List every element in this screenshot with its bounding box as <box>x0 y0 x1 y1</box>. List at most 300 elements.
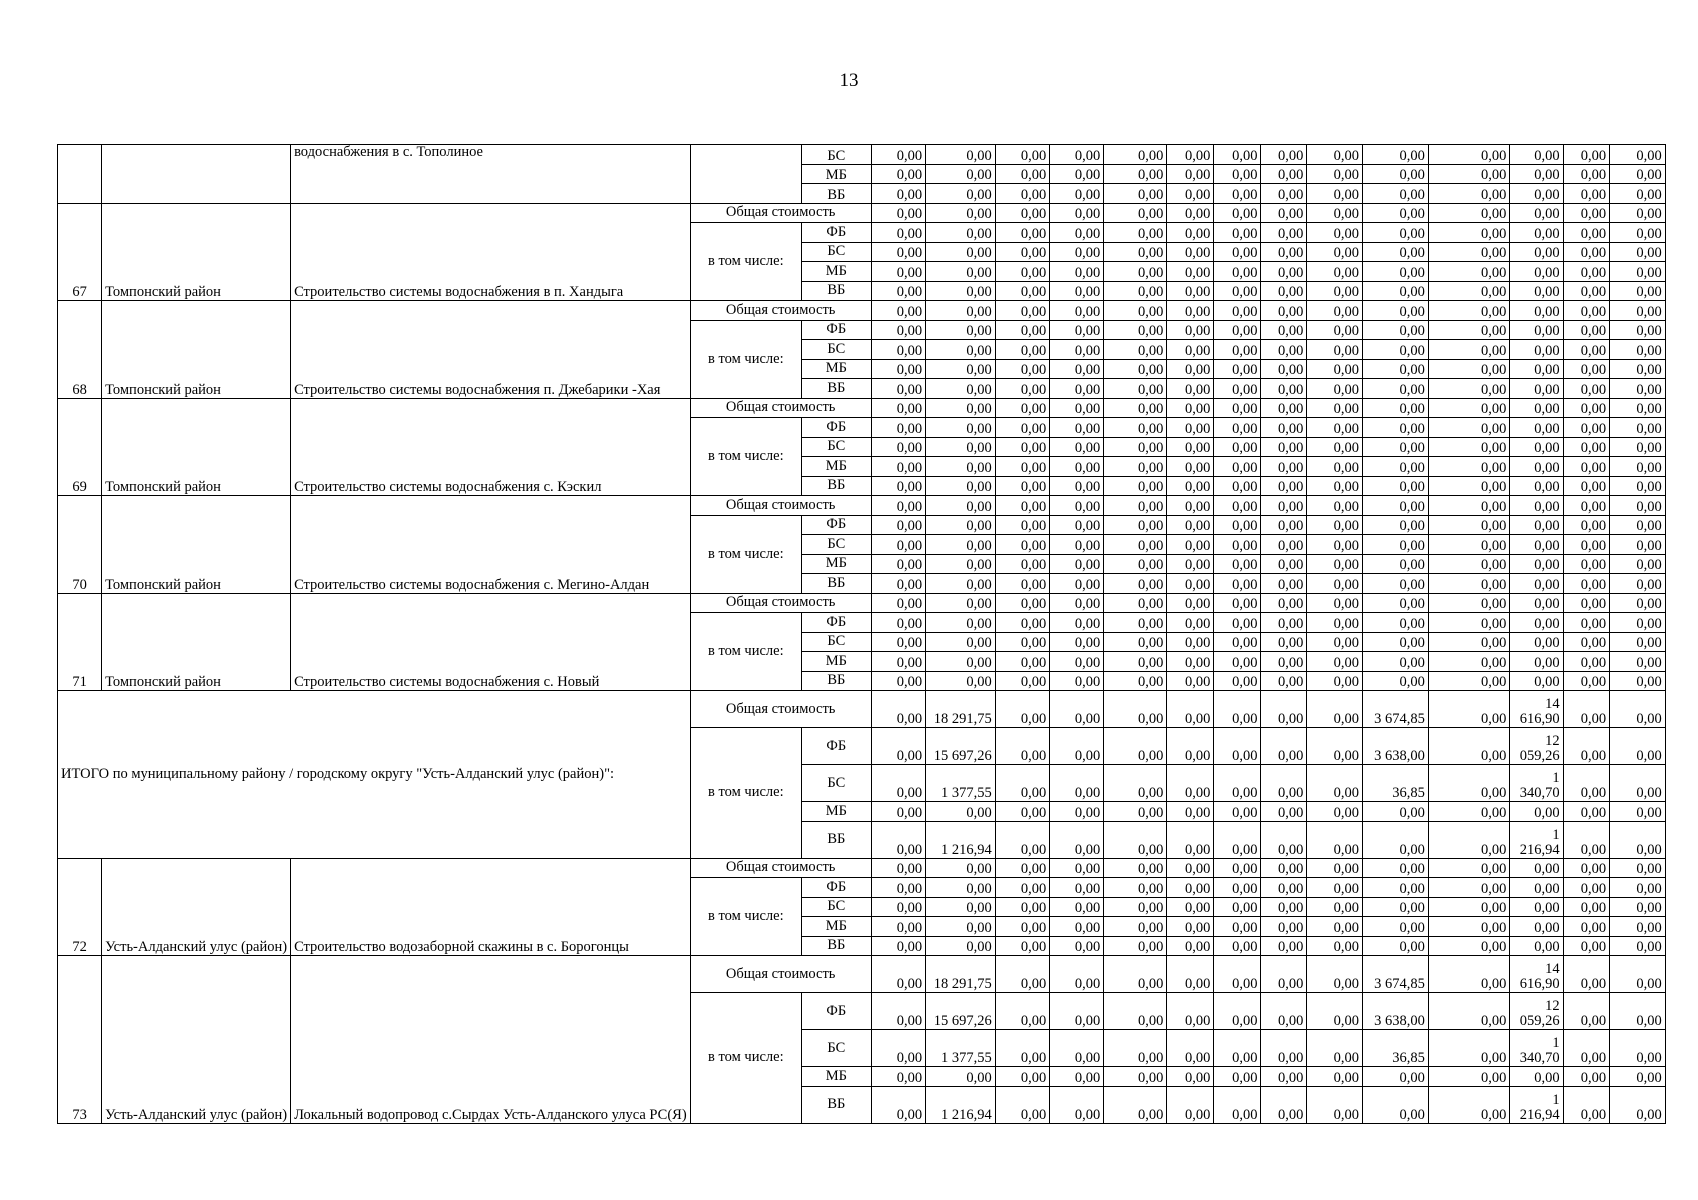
value-cell: 0,00 <box>926 632 996 652</box>
value-cell: 0,00 <box>1214 301 1261 321</box>
value-cell: 0,00 <box>926 437 996 457</box>
value-cell: 0,00 <box>1261 671 1307 691</box>
value-cell: 0,00 <box>995 359 1050 379</box>
district-cell: Усть-Алданский улус (район) <box>102 858 291 956</box>
value-cell: 0,00 <box>1050 223 1104 243</box>
value-cell: 0,00 <box>871 145 926 165</box>
fund-label: БС <box>802 535 872 555</box>
value-cell: 0,00 <box>1610 515 1666 535</box>
fund-label: МБ <box>802 652 872 672</box>
value-cell: 0,00 <box>1563 691 1609 728</box>
value-cell: 0,00 <box>1428 164 1509 184</box>
value-cell: 0,00 <box>1563 632 1609 652</box>
value-cell: 0,00 <box>1214 437 1261 457</box>
value-cell: 1 216,94 <box>1510 1086 1563 1123</box>
value-cell: 0,00 <box>1510 281 1563 301</box>
fund-label: БС <box>802 897 872 917</box>
value-cell: 0,00 <box>1050 897 1104 917</box>
value-cell: 0,00 <box>995 993 1050 1030</box>
value-cell: 0,00 <box>1050 418 1104 438</box>
value-cell: 0,00 <box>1610 359 1666 379</box>
value-cell: 0,00 <box>1214 1030 1261 1067</box>
fund-label: БС <box>802 340 872 360</box>
value-cell: 0,00 <box>1510 242 1563 262</box>
row-number-cell <box>58 145 102 204</box>
value-cell: 0,00 <box>1510 340 1563 360</box>
value-cell: 0,00 <box>1214 858 1261 878</box>
value-cell: 0,00 <box>1214 223 1261 243</box>
row-number-cell: 67 <box>58 203 102 301</box>
value-cell: 0,00 <box>1610 457 1666 477</box>
value-cell: 0,00 <box>1563 418 1609 438</box>
value-cell: 0,00 <box>1563 320 1609 340</box>
value-cell: 1 377,55 <box>926 765 996 802</box>
table-row <box>58 956 1698 993</box>
value-cell: 0,00 <box>995 917 1050 937</box>
value-cell: 0,00 <box>1261 203 1307 223</box>
value-cell: 0,00 <box>1214 145 1261 165</box>
value-cell: 0,00 <box>995 671 1050 691</box>
value-cell: 0,00 <box>1214 457 1261 477</box>
value-cell: 0,00 <box>1104 1086 1167 1123</box>
value-cell: 0,00 <box>1167 145 1214 165</box>
value-cell: 14 616,90 <box>1510 691 1563 728</box>
value-cell: 0,00 <box>1563 301 1609 321</box>
value-cell: 0,00 <box>1104 765 1167 802</box>
district-cell: Томпонский район <box>102 203 291 301</box>
value-cell: 0,00 <box>1428 671 1509 691</box>
value-cell: 0,00 <box>1610 728 1666 765</box>
value-cell: 0,00 <box>1428 1086 1509 1123</box>
value-cell: 0,00 <box>1363 613 1429 633</box>
value-cell: 0,00 <box>1261 897 1307 917</box>
value-cell: 0,00 <box>1167 897 1214 917</box>
value-cell: 0,00 <box>926 593 996 613</box>
value-cell: 0,00 <box>926 184 996 204</box>
value-cell: 0,00 <box>1167 301 1214 321</box>
value-cell: 0,00 <box>1104 878 1167 898</box>
value-cell: 0,00 <box>926 223 996 243</box>
value-cell: 0,00 <box>1363 457 1429 477</box>
value-cell: 0,00 <box>1563 613 1609 633</box>
value-cell: 0,00 <box>1050 802 1104 822</box>
value-cell: 0,00 <box>1363 262 1429 282</box>
value-cell: 0,00 <box>1307 554 1363 574</box>
value-cell: 0,00 <box>1167 437 1214 457</box>
value-cell: 0,00 <box>1167 554 1214 574</box>
value-cell: 0,00 <box>1050 437 1104 457</box>
value-cell: 0,00 <box>1563 593 1609 613</box>
value-cell: 0,00 <box>1261 242 1307 262</box>
object-name-cell: Строительство водозаборной скажины в с. Борогонцы <box>291 858 691 956</box>
value-cell: 0,00 <box>1050 340 1104 360</box>
district-cell: Томпонский район <box>102 496 291 594</box>
value-cell: 0,00 <box>871 1086 926 1123</box>
value-cell: 0,00 <box>1050 821 1104 858</box>
value-cell: 0,00 <box>871 242 926 262</box>
value-cell: 0,00 <box>1563 936 1609 956</box>
value-cell: 0,00 <box>871 457 926 477</box>
value-cell: 0,00 <box>1610 281 1666 301</box>
value-cell: 0,00 <box>1214 956 1261 993</box>
value-cell: 0,00 <box>1261 184 1307 204</box>
value-cell: 0,00 <box>1050 765 1104 802</box>
including-label: в том числе: <box>690 728 801 859</box>
value-cell: 0,00 <box>995 1067 1050 1087</box>
value-cell: 0,00 <box>1563 1030 1609 1067</box>
value-cell: 0,00 <box>1167 993 1214 1030</box>
fund-label: МБ <box>802 164 872 184</box>
value-cell: 0,00 <box>995 281 1050 301</box>
value-cell: 0,00 <box>1261 379 1307 399</box>
value-cell: 0,00 <box>1307 262 1363 282</box>
value-cell: 0,00 <box>1563 878 1609 898</box>
value-cell: 0,00 <box>926 359 996 379</box>
value-cell: 0,00 <box>1428 802 1509 822</box>
value-cell: 0,00 <box>1104 184 1167 204</box>
value-cell: 0,00 <box>1261 281 1307 301</box>
value-cell: 0,00 <box>1610 936 1666 956</box>
value-cell: 0,00 <box>1050 652 1104 672</box>
value-cell: 0,00 <box>1104 496 1167 516</box>
value-cell: 0,00 <box>1563 897 1609 917</box>
fund-label: ФБ <box>802 728 872 765</box>
value-cell: 0,00 <box>1050 613 1104 633</box>
value-cell: 0,00 <box>1363 184 1429 204</box>
value-cell: 0,00 <box>926 340 996 360</box>
value-cell: 0,00 <box>1167 632 1214 652</box>
value-cell: 0,00 <box>1050 145 1104 165</box>
fund-label: ВБ <box>802 821 872 858</box>
table-row <box>58 203 1698 223</box>
value-cell: 0,00 <box>926 917 996 937</box>
value-cell: 0,00 <box>1261 993 1307 1030</box>
value-cell: 0,00 <box>1563 398 1609 418</box>
value-cell: 0,00 <box>1167 728 1214 765</box>
value-cell: 0,00 <box>926 262 996 282</box>
value-cell: 0,00 <box>995 1086 1050 1123</box>
value-cell: 0,00 <box>995 476 1050 496</box>
value-cell: 0,00 <box>1261 632 1307 652</box>
value-cell: 0,00 <box>1261 359 1307 379</box>
value-cell: 0,00 <box>926 613 996 633</box>
value-cell: 0,00 <box>1428 476 1509 496</box>
value-cell: 0,00 <box>1261 554 1307 574</box>
value-cell: 0,00 <box>926 301 996 321</box>
value-cell: 0,00 <box>1104 632 1167 652</box>
value-cell: 0,00 <box>871 917 926 937</box>
value-cell: 0,00 <box>1261 320 1307 340</box>
value-cell: 0,00 <box>1307 301 1363 321</box>
value-cell: 0,00 <box>1428 858 1509 878</box>
value-cell: 12 059,26 <box>1510 993 1563 1030</box>
value-cell: 0,00 <box>1050 691 1104 728</box>
value-cell: 0,00 <box>871 858 926 878</box>
value-cell: 0,00 <box>1563 515 1609 535</box>
value-cell: 0,00 <box>1307 728 1363 765</box>
value-cell: 0,00 <box>1307 379 1363 399</box>
value-cell: 0,00 <box>1050 936 1104 956</box>
value-cell: 0,00 <box>1428 398 1509 418</box>
value-cell: 0,00 <box>1563 671 1609 691</box>
value-cell: 0,00 <box>871 496 926 516</box>
value-cell: 0,00 <box>1214 765 1261 802</box>
value-cell: 0,00 <box>1261 691 1307 728</box>
value-cell: 0,00 <box>995 554 1050 574</box>
value-cell: 0,00 <box>1307 956 1363 993</box>
fund-label: БС <box>802 765 872 802</box>
value-cell: 0,00 <box>1610 897 1666 917</box>
value-cell: 0,00 <box>995 956 1050 993</box>
value-cell: 0,00 <box>1050 728 1104 765</box>
value-cell: 0,00 <box>1510 652 1563 672</box>
value-cell: 0,00 <box>871 223 926 243</box>
value-cell: 0,00 <box>1050 242 1104 262</box>
value-cell: 0,00 <box>1610 340 1666 360</box>
value-cell: 0,00 <box>871 632 926 652</box>
value-cell: 0,00 <box>926 858 996 878</box>
value-cell: 12 059,26 <box>1510 728 1563 765</box>
value-cell: 0,00 <box>1104 164 1167 184</box>
value-cell: 0,00 <box>871 613 926 633</box>
value-cell: 0,00 <box>1261 145 1307 165</box>
value-cell: 0,00 <box>1428 613 1509 633</box>
value-cell: 0,00 <box>1610 802 1666 822</box>
value-cell: 0,00 <box>1563 437 1609 457</box>
value-cell: 0,00 <box>1214 359 1261 379</box>
value-cell: 36,85 <box>1363 765 1429 802</box>
value-cell: 0,00 <box>1510 917 1563 937</box>
value-cell: 3 638,00 <box>1363 993 1429 1030</box>
value-cell: 0,00 <box>1563 242 1609 262</box>
value-cell: 0,00 <box>1307 320 1363 340</box>
value-cell: 0,00 <box>871 262 926 282</box>
value-cell: 0,00 <box>995 878 1050 898</box>
value-cell: 0,00 <box>1610 496 1666 516</box>
value-cell: 0,00 <box>1363 1086 1429 1123</box>
value-cell: 0,00 <box>1510 632 1563 652</box>
table-row <box>58 145 1698 165</box>
value-cell: 0,00 <box>1261 1067 1307 1087</box>
value-cell: 0,00 <box>871 956 926 993</box>
value-cell: 0,00 <box>1428 821 1509 858</box>
value-cell: 0,00 <box>1610 1030 1666 1067</box>
total-cost-label: Общая стоимость <box>690 496 871 516</box>
value-cell: 0,00 <box>1610 917 1666 937</box>
value-cell: 0,00 <box>1050 301 1104 321</box>
value-cell: 0,00 <box>1307 340 1363 360</box>
value-cell: 0,00 <box>995 203 1050 223</box>
value-cell: 0,00 <box>1363 574 1429 594</box>
value-cell: 0,00 <box>871 515 926 535</box>
fund-label: МБ <box>802 1067 872 1087</box>
value-cell: 0,00 <box>1104 593 1167 613</box>
value-cell: 0,00 <box>1167 515 1214 535</box>
value-cell: 0,00 <box>1510 897 1563 917</box>
value-cell: 0,00 <box>1104 691 1167 728</box>
value-cell: 0,00 <box>1050 878 1104 898</box>
value-cell: 0,00 <box>1563 728 1609 765</box>
value-cell: 0,00 <box>871 821 926 858</box>
value-cell: 0,00 <box>995 223 1050 243</box>
value-cell: 0,00 <box>1510 593 1563 613</box>
object-name-cell: Строительство системы водоснабжения в п. Хандыга <box>291 203 691 301</box>
value-cell: 0,00 <box>1104 1067 1167 1087</box>
value-cell: 0,00 <box>1363 858 1429 878</box>
value-cell: 0,00 <box>1104 281 1167 301</box>
value-cell: 0,00 <box>871 765 926 802</box>
value-cell: 0,00 <box>1167 184 1214 204</box>
value-cell: 0,00 <box>1261 802 1307 822</box>
value-cell: 0,00 <box>1167 281 1214 301</box>
value-cell: 0,00 <box>1363 398 1429 418</box>
value-cell: 0,00 <box>1214 1067 1261 1087</box>
value-cell: 0,00 <box>995 418 1050 438</box>
value-cell: 0,00 <box>1261 262 1307 282</box>
value-cell: 1 216,94 <box>926 1086 996 1123</box>
value-cell: 0,00 <box>1563 496 1609 516</box>
value-cell: 0,00 <box>1428 593 1509 613</box>
value-cell: 0,00 <box>995 858 1050 878</box>
value-cell: 0,00 <box>1050 574 1104 594</box>
value-cell: 0,00 <box>1363 437 1429 457</box>
value-cell: 0,00 <box>1428 496 1509 516</box>
including-label: в том числе: <box>690 223 801 301</box>
value-cell: 0,00 <box>1104 203 1167 223</box>
value-cell: 0,00 <box>1050 554 1104 574</box>
value-cell: 0,00 <box>1610 418 1666 438</box>
value-cell: 0,00 <box>1363 164 1429 184</box>
value-cell: 0,00 <box>1563 262 1609 282</box>
value-cell: 0,00 <box>1428 262 1509 282</box>
value-cell: 0,00 <box>1563 223 1609 243</box>
value-cell: 0,00 <box>1428 418 1509 438</box>
table-row <box>58 858 1698 878</box>
fund-label: ВБ <box>802 476 872 496</box>
itogo-label: ИТОГО по муниципальному району / городскому округу "Усть-Алданский улус (район)": <box>58 691 691 859</box>
value-cell: 0,00 <box>1363 359 1429 379</box>
value-cell: 0,00 <box>1428 359 1509 379</box>
value-cell: 0,00 <box>1214 262 1261 282</box>
value-cell: 0,00 <box>1214 1086 1261 1123</box>
value-cell: 0,00 <box>1214 515 1261 535</box>
value-cell: 0,00 <box>1610 613 1666 633</box>
value-cell: 0,00 <box>871 203 926 223</box>
total-cost-label: Общая стоимость <box>690 203 871 223</box>
value-cell: 0,00 <box>926 418 996 438</box>
value-cell: 0,00 <box>1261 301 1307 321</box>
value-cell: 0,00 <box>1307 242 1363 262</box>
value-cell: 0,00 <box>1363 671 1429 691</box>
value-cell: 0,00 <box>1261 1086 1307 1123</box>
value-cell: 0,00 <box>1563 821 1609 858</box>
value-cell: 0,00 <box>1214 320 1261 340</box>
value-cell: 0,00 <box>1363 802 1429 822</box>
value-cell: 0,00 <box>1104 476 1167 496</box>
value-cell: 0,00 <box>1307 936 1363 956</box>
value-cell: 0,00 <box>926 164 996 184</box>
value-cell: 0,00 <box>1428 184 1509 204</box>
value-cell: 0,00 <box>1167 956 1214 993</box>
value-cell: 0,00 <box>1307 1086 1363 1123</box>
value-cell: 0,00 <box>1510 203 1563 223</box>
value-cell: 0,00 <box>995 340 1050 360</box>
value-cell: 0,00 <box>871 574 926 594</box>
value-cell: 0,00 <box>1261 613 1307 633</box>
value-cell: 0,00 <box>1428 1067 1509 1087</box>
total-cost-label: Общая стоимость <box>690 301 871 321</box>
total-cost-label: Общая стоимость <box>690 593 871 613</box>
value-cell: 0,00 <box>1428 956 1509 993</box>
value-cell: 0,00 <box>1214 184 1261 204</box>
value-cell: 0,00 <box>1563 340 1609 360</box>
value-cell: 0,00 <box>1428 223 1509 243</box>
value-cell: 0,00 <box>1167 936 1214 956</box>
value-cell: 0,00 <box>1610 242 1666 262</box>
value-cell: 0,00 <box>1261 340 1307 360</box>
value-cell: 0,00 <box>1363 281 1429 301</box>
district-cell: Томпонский район <box>102 301 291 399</box>
value-cell: 0,00 <box>1307 765 1363 802</box>
value-cell: 0,00 <box>1050 281 1104 301</box>
table-row <box>58 398 1698 418</box>
value-cell: 0,00 <box>1510 223 1563 243</box>
value-cell: 0,00 <box>871 1067 926 1087</box>
value-cell: 0,00 <box>1363 301 1429 321</box>
value-cell: 0,00 <box>1510 535 1563 555</box>
value-cell: 0,00 <box>1363 917 1429 937</box>
value-cell: 0,00 <box>1261 956 1307 993</box>
value-cell: 0,00 <box>1104 418 1167 438</box>
value-cell: 0,00 <box>1363 1067 1429 1087</box>
value-cell: 0,00 <box>1050 203 1104 223</box>
value-cell: 0,00 <box>1050 1067 1104 1087</box>
value-cell: 0,00 <box>1428 203 1509 223</box>
budget-table <box>57 144 1698 1124</box>
value-cell: 0,00 <box>1610 398 1666 418</box>
value-cell: 0,00 <box>1510 878 1563 898</box>
value-cell: 0,00 <box>1261 765 1307 802</box>
value-cell: 0,00 <box>1167 691 1214 728</box>
value-cell: 0,00 <box>1050 593 1104 613</box>
value-cell: 0,00 <box>1428 145 1509 165</box>
value-cell: 0,00 <box>1363 145 1429 165</box>
value-cell: 36,85 <box>1363 1030 1429 1067</box>
value-cell: 0,00 <box>1050 917 1104 937</box>
page-number: 13 <box>839 70 859 91</box>
total-cost-label: Общая стоимость <box>690 691 871 728</box>
value-cell: 0,00 <box>1510 359 1563 379</box>
value-cell: 0,00 <box>1214 574 1261 594</box>
value-cell: 0,00 <box>1050 632 1104 652</box>
value-cell: 0,00 <box>1104 956 1167 993</box>
object-name-cell: Строительство системы водоснабжения с. Кэскил <box>291 398 691 496</box>
value-cell: 0,00 <box>1510 437 1563 457</box>
value-cell: 0,00 <box>1510 554 1563 574</box>
value-cell: 0,00 <box>1104 145 1167 165</box>
value-cell: 0,00 <box>1610 476 1666 496</box>
fund-label: МБ <box>802 359 872 379</box>
value-cell: 0,00 <box>1563 917 1609 937</box>
value-cell: 0,00 <box>1510 398 1563 418</box>
value-cell: 0,00 <box>995 936 1050 956</box>
fund-label: БС <box>802 242 872 262</box>
value-cell: 0,00 <box>871 437 926 457</box>
value-cell: 0,00 <box>1104 671 1167 691</box>
value-cell: 0,00 <box>1428 993 1509 1030</box>
value-cell: 0,00 <box>1214 164 1261 184</box>
value-cell: 0,00 <box>1428 936 1509 956</box>
